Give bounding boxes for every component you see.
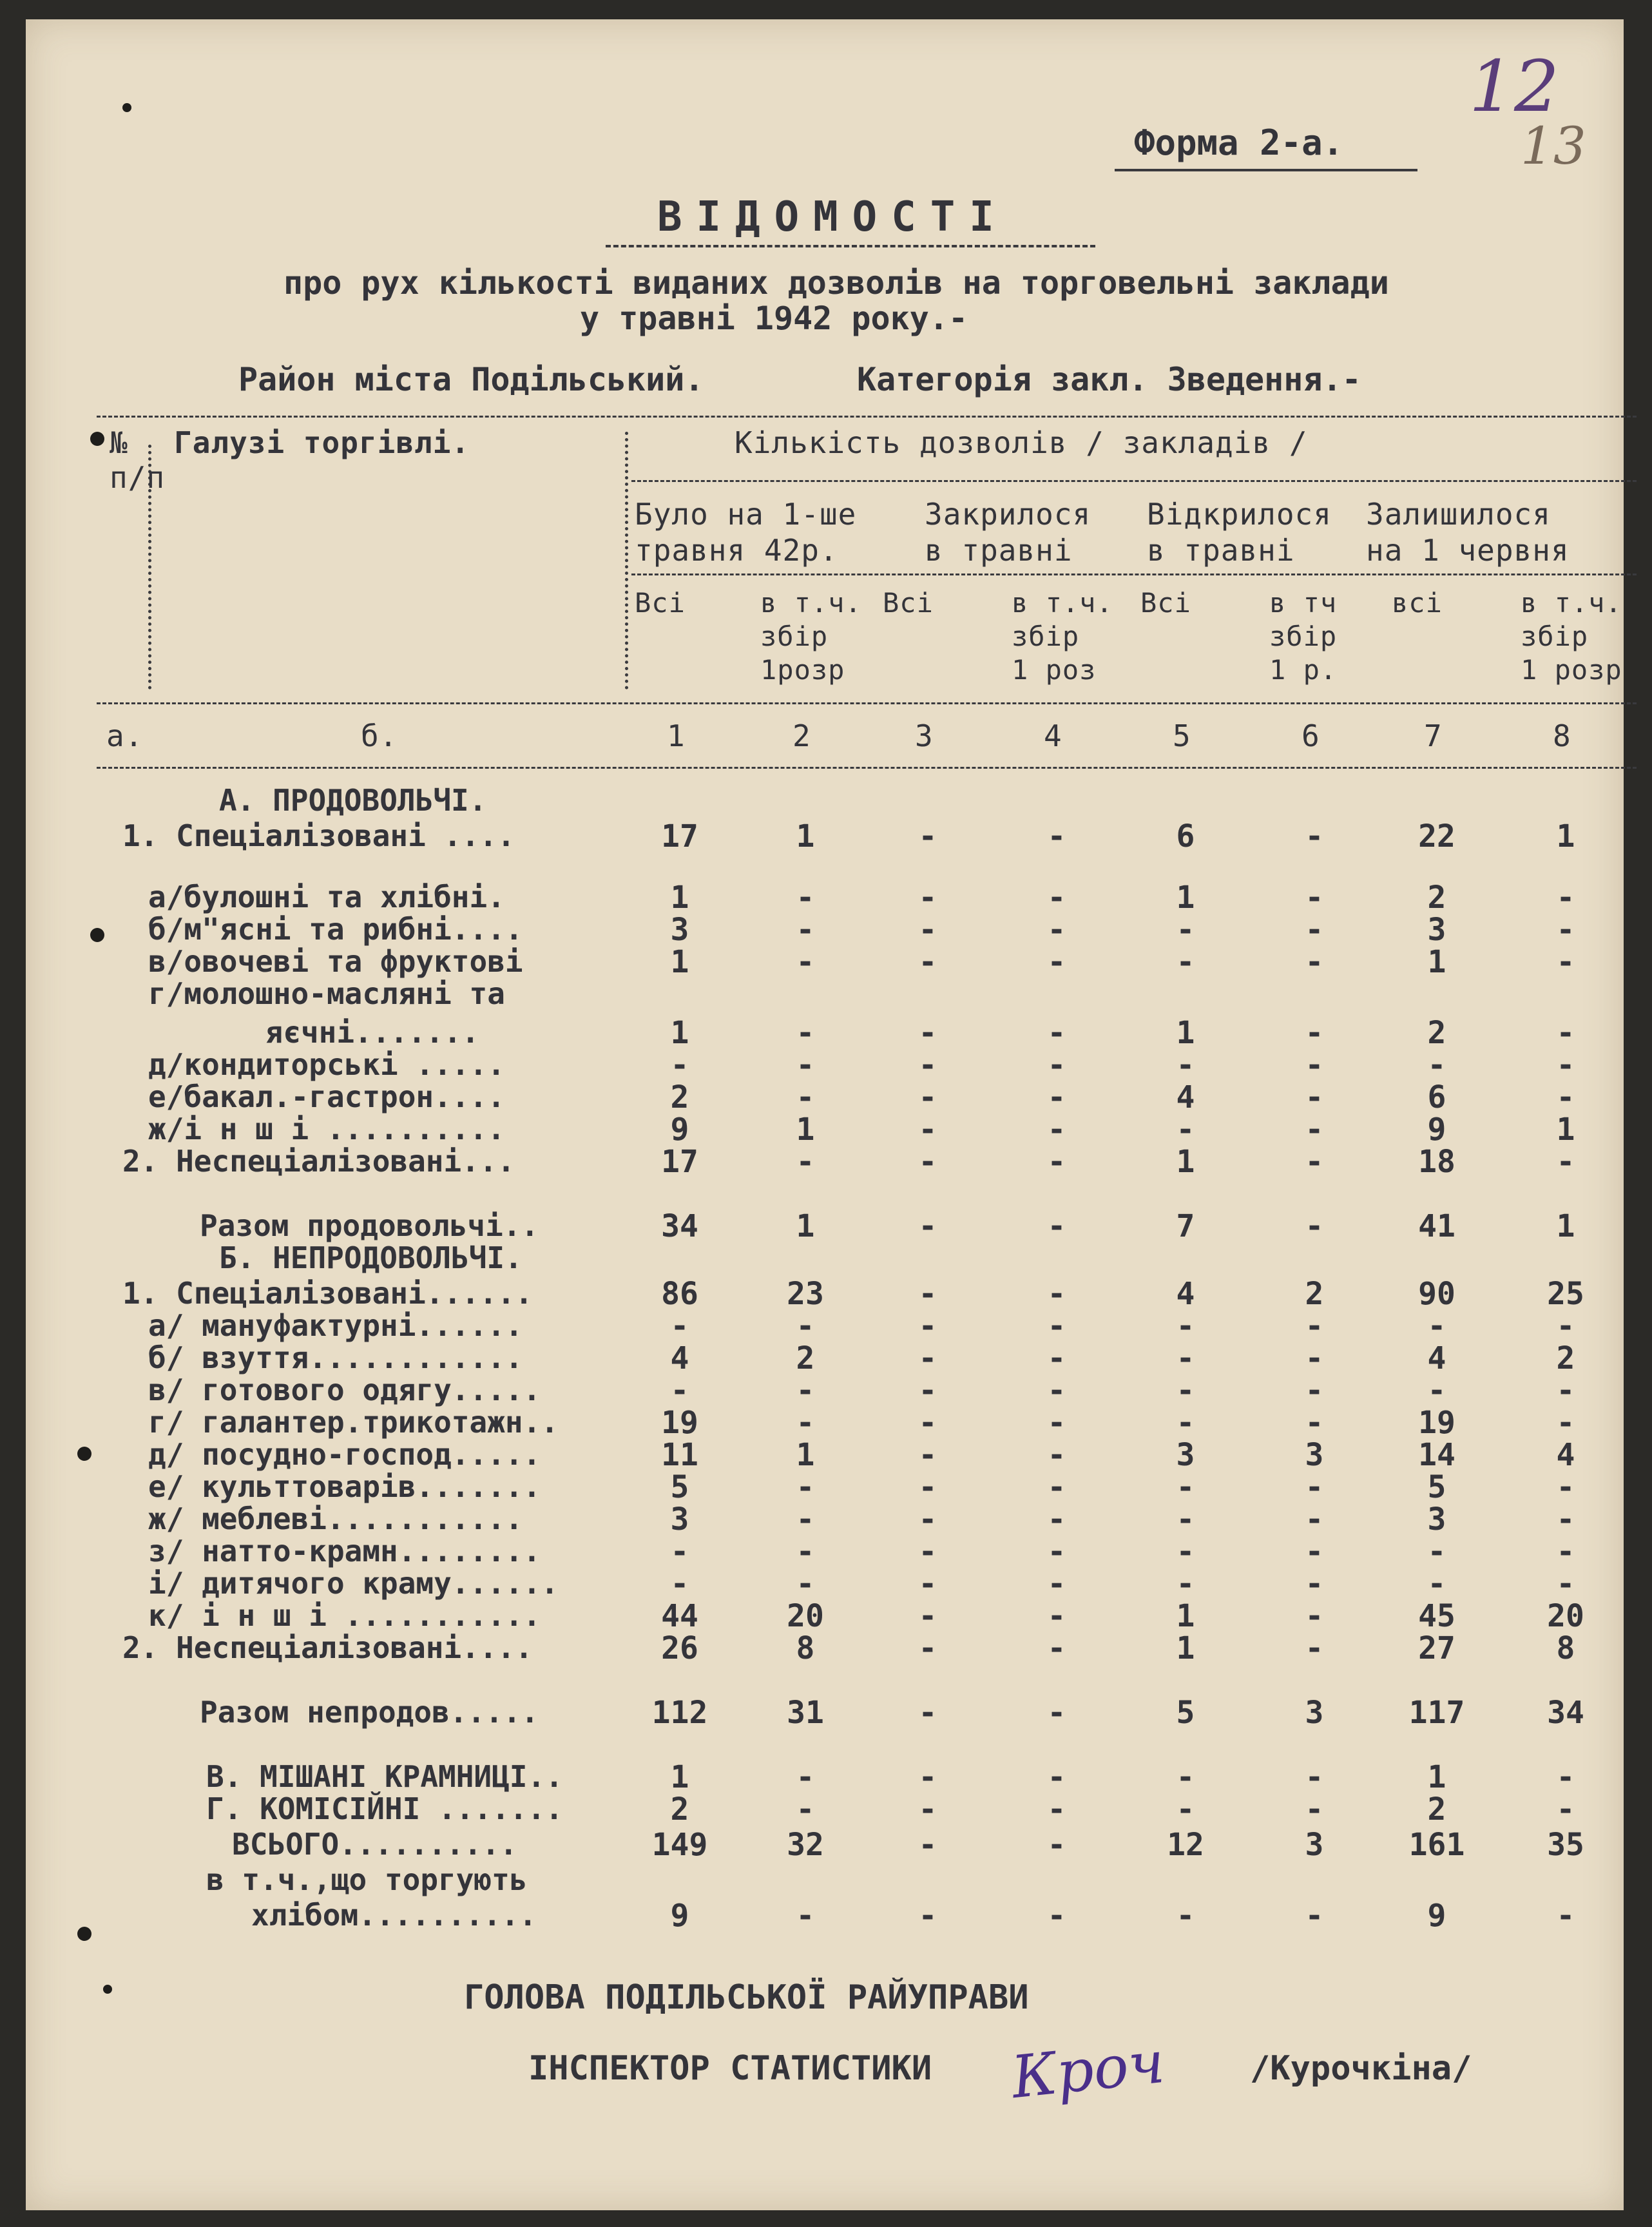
table-cell: - bbox=[1176, 1759, 1195, 1795]
row-label: Разом продовольчі.. bbox=[200, 1208, 539, 1243]
table-cell: - bbox=[1176, 944, 1195, 980]
binder-hole bbox=[77, 1927, 91, 1941]
row-label: 1. Спеціалізовані...... bbox=[122, 1276, 533, 1311]
table-cell: - bbox=[918, 1112, 937, 1148]
table-cell: 1 bbox=[670, 880, 689, 916]
table-cell: - bbox=[1305, 1079, 1324, 1115]
table-cell: - bbox=[1176, 1791, 1195, 1827]
table-cell: - bbox=[1047, 818, 1066, 854]
table-cell: - bbox=[1176, 1566, 1195, 1602]
binder-hole bbox=[103, 1985, 112, 1994]
table-cell: 2 bbox=[1305, 1276, 1324, 1312]
document-title: ВІДОМОСТІ bbox=[657, 193, 1008, 241]
header-bottom-rule bbox=[97, 702, 1637, 704]
table-cell: - bbox=[1047, 1469, 1066, 1505]
table-cell: 3 bbox=[1305, 1437, 1324, 1473]
binder-hole bbox=[77, 1447, 91, 1461]
index-cell: 4 bbox=[1044, 718, 1062, 753]
index-cell: а. bbox=[106, 718, 144, 753]
table-cell: 2 bbox=[1427, 1015, 1446, 1051]
table-cell: - bbox=[796, 1079, 815, 1115]
row-label: в т.ч.,що торгують bbox=[206, 1862, 528, 1897]
binder-hole bbox=[90, 432, 104, 446]
table-cell: - bbox=[1176, 1501, 1195, 1538]
table-cell: 3 bbox=[1305, 1695, 1324, 1731]
index-cell: 3 bbox=[915, 718, 934, 753]
table-cell: 22 bbox=[1418, 818, 1455, 854]
table-cell: - bbox=[1047, 1373, 1066, 1409]
table-cell: - bbox=[1556, 1759, 1575, 1795]
table-cell: 6 bbox=[1176, 818, 1195, 854]
table-cell: - bbox=[1427, 1373, 1446, 1409]
table-cell: 1 bbox=[1176, 880, 1195, 916]
table-cell: 86 bbox=[661, 1276, 698, 1312]
row-label: е/бакал.-гастрон.... bbox=[148, 1079, 505, 1114]
table-cell: - bbox=[918, 1827, 937, 1863]
table-cell: - bbox=[1305, 880, 1324, 916]
document-sheet bbox=[26, 19, 1624, 2210]
row-label: ж/ меблеві........... bbox=[148, 1501, 523, 1536]
signature: Кроч bbox=[1008, 2028, 1168, 2112]
table-cell: 1 bbox=[670, 1015, 689, 1051]
table-cell: - bbox=[1047, 1598, 1066, 1634]
table-cell: 34 bbox=[661, 1208, 698, 1244]
index-row-rule bbox=[97, 767, 1637, 769]
table-cell: 1 bbox=[1556, 818, 1575, 854]
row-label: і/ дитячого краму...... bbox=[148, 1566, 559, 1601]
table-cell: - bbox=[1047, 1898, 1066, 1934]
table-cell: - bbox=[1047, 1437, 1066, 1473]
table-cell: - bbox=[1556, 880, 1575, 916]
table-cell: - bbox=[796, 1501, 815, 1538]
table-cell: - bbox=[1556, 1534, 1575, 1570]
table-cell: 3 bbox=[670, 1501, 689, 1538]
table-cell: 45 bbox=[1418, 1598, 1455, 1634]
table-cell: - bbox=[918, 880, 937, 916]
row-label: Б. НЕПРОДОВОЛЬЧІ. bbox=[219, 1240, 523, 1275]
table-cell: - bbox=[1556, 1501, 1575, 1538]
table-cell: - bbox=[1047, 1695, 1066, 1731]
table-cell: 5 bbox=[670, 1469, 689, 1505]
index-cell: б. bbox=[361, 718, 398, 753]
sub-header-opened: Відкрилося в травні bbox=[1147, 497, 1332, 568]
table-cell: - bbox=[1305, 1759, 1324, 1795]
table-cell: 3 bbox=[1427, 912, 1446, 948]
table-cell: - bbox=[1047, 912, 1066, 948]
table-cell: - bbox=[918, 1469, 937, 1505]
index-cell: 7 bbox=[1424, 718, 1443, 753]
table-cell: 5 bbox=[1176, 1695, 1195, 1731]
table-cell: - bbox=[1556, 1308, 1575, 1344]
table-cell: 7 bbox=[1176, 1208, 1195, 1244]
table-top-rule bbox=[97, 416, 1637, 418]
document-subtitle-line1: про рух кількості виданих дозволів на торговельні заклади bbox=[283, 264, 1389, 302]
table-cell: - bbox=[1047, 1308, 1066, 1344]
table-cell: - bbox=[1556, 1079, 1575, 1115]
table-cell: - bbox=[1556, 1791, 1575, 1827]
table-cell: - bbox=[1556, 1047, 1575, 1083]
table-cell: - bbox=[1556, 1015, 1575, 1051]
table-cell: - bbox=[1047, 1079, 1066, 1115]
table-cell: - bbox=[1305, 1373, 1324, 1409]
column-header: в тч збір 1 р. bbox=[1269, 587, 1338, 686]
table-cell: - bbox=[796, 1405, 815, 1441]
table-cell: 1 bbox=[1176, 1144, 1195, 1180]
table-cell: 34 bbox=[1547, 1695, 1584, 1731]
table-cell: 2 bbox=[796, 1340, 815, 1376]
table-cell: 1 bbox=[1427, 1759, 1446, 1795]
table-cell: - bbox=[670, 1308, 689, 1344]
table-cell: - bbox=[1305, 1791, 1324, 1827]
table-cell: - bbox=[1176, 1534, 1195, 1570]
table-cell: - bbox=[1047, 1112, 1066, 1148]
table-cell: 1 bbox=[796, 818, 815, 854]
table-cell: - bbox=[1176, 1308, 1195, 1344]
table-cell: 11 bbox=[661, 1437, 698, 1473]
table-cell: - bbox=[1305, 944, 1324, 980]
row-label: е/ культтоварів....... bbox=[148, 1469, 541, 1504]
table-cell: - bbox=[796, 1469, 815, 1505]
row-label: Разом непродов..... bbox=[200, 1695, 539, 1730]
table-cell: - bbox=[1047, 880, 1066, 916]
table-cell: - bbox=[1305, 1598, 1324, 1634]
form-label-underline bbox=[1115, 169, 1417, 171]
table-cell: 25 bbox=[1547, 1276, 1584, 1312]
row-label: к/ і н ш і ........... bbox=[148, 1598, 541, 1633]
table-cell: 4 bbox=[1556, 1437, 1575, 1473]
table-cell: 18 bbox=[1418, 1144, 1455, 1180]
table-cell: - bbox=[670, 1534, 689, 1570]
table-cell: - bbox=[918, 1373, 937, 1409]
table-cell: - bbox=[1556, 1898, 1575, 1934]
table-cell: - bbox=[1047, 1759, 1066, 1795]
table-cell: - bbox=[1047, 1501, 1066, 1538]
row-label: б/ взуття............ bbox=[148, 1340, 523, 1375]
table-cell: 90 bbox=[1418, 1276, 1455, 1312]
table-cell: 8 bbox=[1556, 1630, 1575, 1666]
table-cell: 3 bbox=[1176, 1437, 1195, 1473]
table-cell: 117 bbox=[1408, 1695, 1465, 1731]
table-cell: 4 bbox=[1176, 1079, 1195, 1115]
table-cell: - bbox=[918, 1695, 937, 1731]
row-label: А. ПРОДОВОЛЬЧІ. bbox=[219, 783, 487, 818]
table-cell: - bbox=[918, 1898, 937, 1934]
table-cell: - bbox=[796, 1308, 815, 1344]
table-cell: 19 bbox=[1418, 1405, 1455, 1441]
table-cell: - bbox=[1305, 1566, 1324, 1602]
table-cell: - bbox=[918, 1501, 937, 1538]
table-cell: - bbox=[1176, 912, 1195, 948]
table-cell: - bbox=[1047, 1047, 1066, 1083]
row-label: яєчні....... bbox=[122, 1015, 479, 1050]
table-cell: - bbox=[796, 1015, 815, 1051]
table-cell: - bbox=[1427, 1566, 1446, 1602]
table-cell: - bbox=[1305, 1144, 1324, 1180]
table-cell: - bbox=[1305, 1112, 1324, 1148]
row-label: ж/і н ш і .......... bbox=[148, 1112, 505, 1146]
table-cell: - bbox=[1427, 1047, 1446, 1083]
table-cell: - bbox=[796, 1047, 815, 1083]
column-header: в т.ч. збір 1розр bbox=[760, 587, 862, 686]
table-cell: - bbox=[1047, 1144, 1066, 1180]
table-cell: - bbox=[918, 1015, 937, 1051]
table-cell: 20 bbox=[1547, 1598, 1584, 1634]
table-cell: 2 bbox=[670, 1791, 689, 1827]
table-cell: - bbox=[1176, 1112, 1195, 1148]
row-label: г/молошно-масляні та bbox=[148, 976, 505, 1011]
table-cell: - bbox=[918, 1598, 937, 1634]
table-cell: 1 bbox=[796, 1437, 815, 1473]
table-cell: 1 bbox=[670, 944, 689, 980]
column-header: Всі bbox=[635, 587, 686, 619]
table-cell: - bbox=[1047, 1405, 1066, 1441]
table-cell: - bbox=[796, 880, 815, 916]
table-cell: 1 bbox=[670, 1759, 689, 1795]
table-cell: - bbox=[918, 1276, 937, 1312]
table-cell: - bbox=[918, 1208, 937, 1244]
row-label: хлібом.......... bbox=[251, 1898, 537, 1933]
table-cell: - bbox=[1556, 1373, 1575, 1409]
table-cell: 4 bbox=[1427, 1340, 1446, 1376]
column-header: в т.ч. збір 1 роз bbox=[1012, 587, 1113, 686]
table-cell: 6 bbox=[1427, 1079, 1446, 1115]
table-cell: 112 bbox=[651, 1695, 708, 1731]
row-label: в/овочеві та фруктові bbox=[148, 944, 523, 979]
group-rule bbox=[631, 480, 1637, 482]
table-cell: - bbox=[670, 1373, 689, 1409]
table-cell: 8 bbox=[796, 1630, 815, 1666]
table-cell: - bbox=[1427, 1308, 1446, 1344]
row-label: д/ посудно-господ..... bbox=[148, 1437, 541, 1472]
form-label: Форма 2-а. bbox=[1134, 122, 1344, 163]
table-cell: - bbox=[918, 1791, 937, 1827]
column-header: всі bbox=[1392, 587, 1443, 619]
table-cell: - bbox=[1556, 1405, 1575, 1441]
district-label: Район міста Подільський. bbox=[238, 361, 704, 398]
table-cell: - bbox=[1047, 1208, 1066, 1244]
table-cell: - bbox=[1047, 1340, 1066, 1376]
sub-header-closed: Закрилося в травні bbox=[925, 497, 1091, 568]
table-cell: - bbox=[1305, 1405, 1324, 1441]
table-cell: - bbox=[1176, 1898, 1195, 1934]
binder-hole bbox=[122, 103, 131, 112]
row-label: а/ мануфактурні...... bbox=[148, 1308, 523, 1343]
table-cell: - bbox=[796, 1144, 815, 1180]
table-cell: - bbox=[1047, 1015, 1066, 1051]
table-cell: 12 bbox=[1167, 1827, 1204, 1863]
row-label: д/кондиторські ..... bbox=[148, 1047, 505, 1082]
title-underline bbox=[606, 245, 1095, 247]
table-cell: 2 bbox=[1427, 1791, 1446, 1827]
table-cell: 4 bbox=[1176, 1276, 1195, 1312]
archive-old-number: 13 bbox=[1521, 116, 1586, 176]
group-header: Кількість дозволів / закладів / bbox=[735, 425, 1308, 460]
table-cell: - bbox=[796, 1759, 815, 1795]
document-subtitle-line2: у травні 1942 року.- bbox=[580, 300, 968, 337]
row-label: Г. КОМІСІЙНІ ....... bbox=[206, 1791, 563, 1826]
table-cell: 1 bbox=[1176, 1598, 1195, 1634]
table-cell: - bbox=[918, 1630, 937, 1666]
table-cell: - bbox=[796, 1534, 815, 1570]
table-cell: - bbox=[796, 1373, 815, 1409]
col-b-header: Галузі торгівлі. bbox=[174, 425, 470, 460]
index-cell: 6 bbox=[1301, 718, 1320, 753]
table-cell: - bbox=[918, 1405, 937, 1441]
index-cell: 1 bbox=[667, 718, 686, 753]
row-label: з/ натто-крамн........ bbox=[148, 1534, 541, 1568]
column-header: Всі bbox=[1140, 587, 1191, 619]
column-header: в т.ч. збір 1 розр bbox=[1521, 587, 1622, 686]
table-cell: 1 bbox=[1556, 1208, 1575, 1244]
table-cell: 20 bbox=[787, 1598, 824, 1634]
table-cell: - bbox=[918, 1144, 937, 1180]
table-cell: - bbox=[1427, 1534, 1446, 1570]
footer-head: ГОЛОВА ПОДІЛЬСЬКОЇ РАЙУПРАВИ bbox=[464, 1978, 1029, 2017]
table-cell: - bbox=[918, 1534, 937, 1570]
table-cell: - bbox=[918, 818, 937, 854]
table-cell: - bbox=[1305, 1534, 1324, 1570]
table-cell: 2 bbox=[1556, 1340, 1575, 1376]
table-cell: 1 bbox=[1556, 1112, 1575, 1148]
table-cell: - bbox=[1556, 944, 1575, 980]
category-label: Категорія закл. Зведення.- bbox=[857, 361, 1361, 398]
table-cell: 9 bbox=[1427, 1112, 1446, 1148]
table-cell: - bbox=[918, 944, 937, 980]
table-cell: - bbox=[796, 912, 815, 948]
subgroup-rule bbox=[631, 574, 1637, 575]
table-cell: - bbox=[1305, 1630, 1324, 1666]
table-cell: - bbox=[796, 1791, 815, 1827]
table-cell: 19 bbox=[661, 1405, 698, 1441]
table-cell: - bbox=[918, 1079, 937, 1115]
table-cell: 1 bbox=[796, 1208, 815, 1244]
header-separator bbox=[625, 432, 628, 689]
index-cell: 2 bbox=[792, 718, 811, 753]
table-cell: 17 bbox=[661, 1144, 698, 1180]
table-cell: 1 bbox=[1427, 944, 1446, 980]
row-label: ВСЬОГО.......... bbox=[232, 1827, 518, 1862]
table-cell: - bbox=[1176, 1373, 1195, 1409]
table-cell: 44 bbox=[661, 1598, 698, 1634]
table-cell: - bbox=[1047, 1827, 1066, 1863]
table-cell: - bbox=[670, 1566, 689, 1602]
table-cell: 9 bbox=[670, 1898, 689, 1934]
table-cell: 5 bbox=[1427, 1469, 1446, 1505]
table-cell: 3 bbox=[1427, 1501, 1446, 1538]
table-cell: - bbox=[670, 1047, 689, 1083]
table-cell: 31 bbox=[787, 1695, 824, 1731]
footer-inspector: ІНСПЕКТОР СТАТИСТИКИ bbox=[528, 2049, 932, 2088]
col-a-header: № п/п bbox=[110, 425, 166, 495]
table-cell: - bbox=[918, 1047, 937, 1083]
table-cell: 9 bbox=[670, 1112, 689, 1148]
table-cell: 1 bbox=[1176, 1015, 1195, 1051]
table-cell: - bbox=[1047, 1566, 1066, 1602]
table-cell: - bbox=[1305, 1898, 1324, 1934]
row-label: г/ галантер.трикотажн.. bbox=[148, 1405, 559, 1440]
table-cell: - bbox=[1305, 912, 1324, 948]
table-cell: 3 bbox=[1305, 1827, 1324, 1863]
table-cell: 26 bbox=[661, 1630, 698, 1666]
table-cell: 161 bbox=[1408, 1827, 1465, 1863]
row-label: в/ готового одягу..... bbox=[148, 1373, 541, 1407]
table-cell: - bbox=[918, 1759, 937, 1795]
table-cell: - bbox=[1556, 1566, 1575, 1602]
table-cell: - bbox=[796, 1566, 815, 1602]
row-label: б/м"ясні та рибні.... bbox=[148, 912, 523, 947]
table-cell: - bbox=[1047, 1534, 1066, 1570]
row-label: а/булошні та хлібні. bbox=[148, 880, 505, 914]
sub-header-start: Було на 1-ше травня 42р. bbox=[635, 497, 857, 568]
row-label: 2. Неспеціалізовані.... bbox=[122, 1630, 533, 1665]
table-cell: - bbox=[1305, 1047, 1324, 1083]
table-cell: - bbox=[796, 1898, 815, 1934]
table-cell: 2 bbox=[670, 1079, 689, 1115]
row-label: 2. Неспеціалізовані... bbox=[122, 1144, 515, 1179]
column-header: Всі bbox=[883, 587, 934, 619]
table-cell: 3 bbox=[670, 912, 689, 948]
table-cell: - bbox=[1556, 1144, 1575, 1180]
table-cell: 17 bbox=[661, 818, 698, 854]
table-cell: - bbox=[1047, 944, 1066, 980]
archive-sheet-number: 12 bbox=[1469, 45, 1559, 128]
table-cell: 4 bbox=[670, 1340, 689, 1376]
table-cell: 27 bbox=[1418, 1630, 1455, 1666]
table-cell: 35 bbox=[1547, 1827, 1584, 1863]
table-cell: - bbox=[1047, 1791, 1066, 1827]
table-cell: - bbox=[918, 1340, 937, 1376]
table-cell: - bbox=[1176, 1340, 1195, 1376]
sub-header-remaining: Залишилося на 1 червня bbox=[1366, 497, 1570, 568]
table-cell: 41 bbox=[1418, 1208, 1455, 1244]
table-cell: - bbox=[918, 1437, 937, 1473]
table-cell: - bbox=[918, 1566, 937, 1602]
table-cell: - bbox=[1305, 1308, 1324, 1344]
table-cell: - bbox=[1176, 1047, 1195, 1083]
table-cell: 23 bbox=[787, 1276, 824, 1312]
table-cell: - bbox=[1556, 912, 1575, 948]
table-cell: - bbox=[1047, 1276, 1066, 1312]
row-label: В. МІШАНІ КРАМНИЦІ.. bbox=[206, 1759, 563, 1794]
table-cell: - bbox=[1305, 1015, 1324, 1051]
table-cell: 2 bbox=[1427, 880, 1446, 916]
table-cell: 149 bbox=[651, 1827, 708, 1863]
table-cell: - bbox=[1305, 1501, 1324, 1538]
table-cell: 14 bbox=[1418, 1437, 1455, 1473]
table-cell: 1 bbox=[796, 1112, 815, 1148]
index-cell: 8 bbox=[1553, 718, 1571, 753]
table-cell: - bbox=[1305, 1208, 1324, 1244]
table-cell: - bbox=[1305, 1340, 1324, 1376]
index-cell: 5 bbox=[1173, 718, 1191, 753]
table-cell: - bbox=[796, 944, 815, 980]
row-label: 1. Спеціалізовані .... bbox=[122, 818, 515, 853]
table-cell: - bbox=[1305, 1469, 1324, 1505]
table-cell: - bbox=[918, 1308, 937, 1344]
table-cell: 32 bbox=[787, 1827, 824, 1863]
table-cell: 1 bbox=[1176, 1630, 1195, 1666]
table-cell: - bbox=[1556, 1469, 1575, 1505]
table-cell: 9 bbox=[1427, 1898, 1446, 1934]
table-cell: - bbox=[1047, 1630, 1066, 1666]
footer-name: /Курочкіна/ bbox=[1250, 2049, 1472, 2088]
table-cell: - bbox=[1305, 818, 1324, 854]
table-cell: - bbox=[1176, 1405, 1195, 1441]
table-cell: - bbox=[1176, 1469, 1195, 1505]
table-cell: - bbox=[918, 912, 937, 948]
binder-hole bbox=[90, 928, 104, 942]
